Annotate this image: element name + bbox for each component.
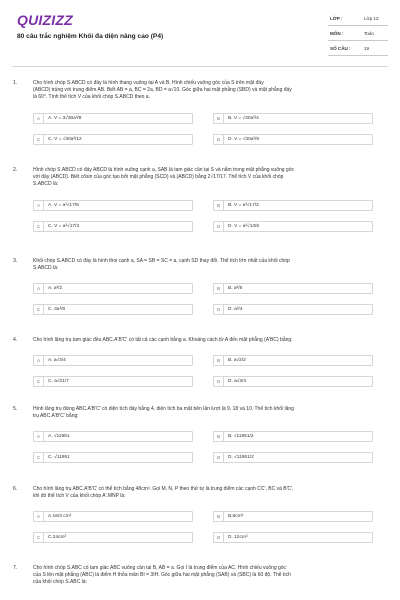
option-text: C.24cm³ bbox=[48, 535, 67, 541]
question-text bbox=[33, 80, 371, 102]
option-text: B. a√2/2 bbox=[228, 358, 246, 364]
option-letter: A bbox=[34, 512, 44, 522]
option-text: B. V = √30a³/4 bbox=[228, 115, 259, 121]
question-text-line: Khối chóp S.ABCD có đáy là hình thoi cạnh a, SA = SB = SC = a, cạnh SD thay đổi. Thể tích lớn nhất của khối chóp bbox=[33, 258, 290, 264]
meta-divider bbox=[328, 55, 388, 56]
meta-subject-key: MÔN : bbox=[330, 31, 344, 36]
option-letter: C bbox=[34, 135, 44, 145]
meta-grade-value: Lớp 12 bbox=[364, 16, 379, 21]
option-d[interactable] bbox=[213, 376, 373, 387]
option-a[interactable] bbox=[33, 113, 193, 124]
option-text: D. √11951/2 bbox=[228, 455, 254, 461]
question-text-line: Cho hình lăng trụ ABC.A'B'C' có thể tích bằng 48cm³. Gọi M, N, P theo thứ tự là trung điểm các cạnh CC', BC và B'C', bbox=[33, 486, 294, 492]
question-text-line: với đáy (ABCD). Biết côsin của góc tạo bởi mặt phẳng (SCD) và (ABCD) bằng 2√17/17. Thể tích V của khối chóp bbox=[33, 174, 284, 181]
option-text: D. a√3/4 bbox=[228, 379, 247, 385]
option-text: A. a³/2 bbox=[48, 286, 63, 292]
meta-count-value: 19 bbox=[364, 46, 370, 51]
option-a[interactable] bbox=[33, 431, 193, 442]
option-text: A. a√3/4 bbox=[48, 358, 66, 364]
option-text: B. V = a³√17/2 bbox=[228, 202, 259, 208]
question-number: 4. bbox=[13, 337, 18, 343]
option-letter: C bbox=[34, 533, 44, 543]
meta-count-key: SỐ CÂU : bbox=[330, 46, 351, 51]
option-b[interactable] bbox=[213, 355, 373, 366]
meta-divider bbox=[328, 25, 388, 26]
option-b[interactable] bbox=[213, 200, 373, 211]
question-text-line: Hình lăng trụ đứng ABC.A'B'C' có diện tích đáy bằng 4, diện tích ba mặt bên lần lượt là 9, 18 và 10. Thể tích khối lăng bbox=[33, 406, 294, 412]
option-b[interactable] bbox=[213, 113, 373, 124]
option-letter: A bbox=[34, 114, 44, 124]
option-c[interactable] bbox=[33, 134, 193, 145]
question-text-line: (ABCD) trùng với trung điểm AB. Biết AB = a, BC = 2a, BD = a√10. Góc giữa hai mặt phẳng (SBD) và mặt phẳng đáy bbox=[33, 87, 292, 94]
question-text-line: Hình chóp S.ABCD có đáy ABCD là hình vuông cạnh a, SAB là tam giác cân tại S và nằm trong mặt phẳng vuông góc bbox=[33, 167, 294, 173]
header-divider bbox=[12, 66, 388, 67]
option-text: C. √11951 bbox=[48, 455, 70, 461]
option-letter: C bbox=[34, 222, 44, 232]
option-letter: C bbox=[34, 453, 44, 463]
option-c[interactable] bbox=[33, 376, 193, 387]
question-text-line: khi đó thể tích V của khối chóp A'.MNP là: bbox=[33, 493, 126, 500]
question-number: 6. bbox=[13, 486, 18, 492]
question-text-line: trụ ABC.A'B'C' bằng: bbox=[33, 413, 79, 420]
question-text bbox=[33, 406, 371, 420]
option-text: C. a√21/7 bbox=[48, 379, 69, 385]
option-text: D. V = √30a³/8 bbox=[228, 136, 260, 142]
question-number: 3. bbox=[13, 258, 18, 264]
option-text: D. a³/4 bbox=[228, 307, 243, 313]
question-text bbox=[33, 167, 371, 189]
option-d[interactable] bbox=[213, 304, 373, 315]
option-c[interactable] bbox=[33, 452, 193, 463]
meta-divider bbox=[328, 40, 388, 41]
option-text: A. √11951 bbox=[48, 434, 70, 440]
question-number: 2. bbox=[13, 167, 18, 173]
option-letter: A bbox=[34, 284, 44, 294]
option-a[interactable] bbox=[33, 511, 193, 522]
page-title: 80 câu trắc nghiệm Khối đa diện nâng cao (P4) bbox=[17, 33, 164, 40]
option-letter: B bbox=[214, 114, 224, 124]
meta-grade-key: LỚP : bbox=[330, 16, 343, 21]
option-letter: D bbox=[214, 377, 224, 387]
quizizz-logo: QUIZIZZ bbox=[17, 12, 73, 28]
option-text: B.8cm³ bbox=[228, 514, 244, 520]
option-text: A. V = a³√17/6 bbox=[48, 202, 79, 208]
question-number: 5. bbox=[13, 406, 18, 412]
option-letter: D bbox=[214, 135, 224, 145]
option-text: C. V = √30a³/12 bbox=[48, 136, 82, 142]
question-text bbox=[33, 486, 371, 500]
option-d[interactable] bbox=[213, 221, 373, 232]
option-c[interactable] bbox=[33, 221, 193, 232]
question-text-line: là 60°. Tính thể tích V của khối chóp S.ABCD theo a. bbox=[33, 94, 150, 101]
option-a[interactable] bbox=[33, 283, 193, 294]
option-text: C. V = a³√17/3 bbox=[48, 223, 80, 229]
header bbox=[0, 0, 400, 62]
question-number: 1. bbox=[13, 80, 18, 86]
option-letter: B bbox=[214, 284, 224, 294]
option-letter: B bbox=[214, 432, 224, 442]
question-text-line: S.ABCD là: bbox=[33, 181, 59, 188]
option-text: B. √11951/2 bbox=[228, 434, 254, 440]
option-text: A. V = 3√30a³/8 bbox=[48, 115, 82, 121]
option-letter: C bbox=[34, 305, 44, 315]
question-number: 7. bbox=[13, 565, 18, 571]
question-text-line: Cho hình lăng trụ tam giác đều ABC.A'B'C' có tất cả các cạnh bằng a. Khoảng cách từ A đến mặt phẳng (A'BC) bằng: bbox=[33, 337, 293, 343]
option-letter: D bbox=[214, 222, 224, 232]
option-a[interactable] bbox=[33, 355, 193, 366]
option-letter: D bbox=[214, 533, 224, 543]
option-d[interactable] bbox=[213, 452, 373, 463]
option-d[interactable] bbox=[213, 134, 373, 145]
option-b[interactable] bbox=[213, 431, 373, 442]
option-letter: A bbox=[34, 201, 44, 211]
option-letter: D bbox=[214, 305, 224, 315]
option-letter: B bbox=[214, 356, 224, 366]
option-letter: C bbox=[34, 377, 44, 387]
option-d[interactable] bbox=[213, 532, 373, 543]
option-text: D. V = a³√13/6 bbox=[228, 223, 260, 229]
option-c[interactable] bbox=[33, 304, 193, 315]
option-text: C. 3a³/8 bbox=[48, 307, 66, 313]
option-b[interactable] bbox=[213, 283, 373, 294]
option-letter: B bbox=[214, 512, 224, 522]
option-text: D. 12cm³ bbox=[228, 535, 248, 541]
option-letter: B bbox=[214, 201, 224, 211]
meta-subject-value: Toán bbox=[364, 31, 374, 36]
question-text-line: của S lên mặt phẳng (ABC) là điểm H thỏa mãn BI = 3IH. Góc giữa hai mặt phẳng (SAB) và (SBC) là 60 độ. Thể tích bbox=[33, 572, 291, 579]
option-letter: A bbox=[34, 356, 44, 366]
option-text: A.16/3 cm³ bbox=[48, 514, 72, 520]
question-text-line: của khối chóp S.ABC là: bbox=[33, 579, 87, 586]
question-text bbox=[33, 258, 371, 272]
question-text-line: Cho hình chóp S.ABC có tam giác ABC vuông cân tại B, AB = a. Gọi I là trung điểm của AC. Hình chiếu vuông góc bbox=[33, 565, 287, 571]
option-b[interactable] bbox=[213, 511, 373, 522]
option-text: B. a³/8 bbox=[228, 286, 243, 292]
option-c[interactable] bbox=[33, 532, 193, 543]
question-text-line: S.ABCD là: bbox=[33, 265, 59, 272]
question-text bbox=[33, 565, 371, 587]
question-text-line: Cho hình chóp S.ABCD có đáy là hình thang vuông tại A và B. Hình chiếu vuông góc của S trên mặt đáy bbox=[33, 80, 264, 86]
option-letter: A bbox=[34, 432, 44, 442]
option-letter: D bbox=[214, 453, 224, 463]
option-a[interactable] bbox=[33, 200, 193, 211]
question-text bbox=[33, 337, 371, 344]
